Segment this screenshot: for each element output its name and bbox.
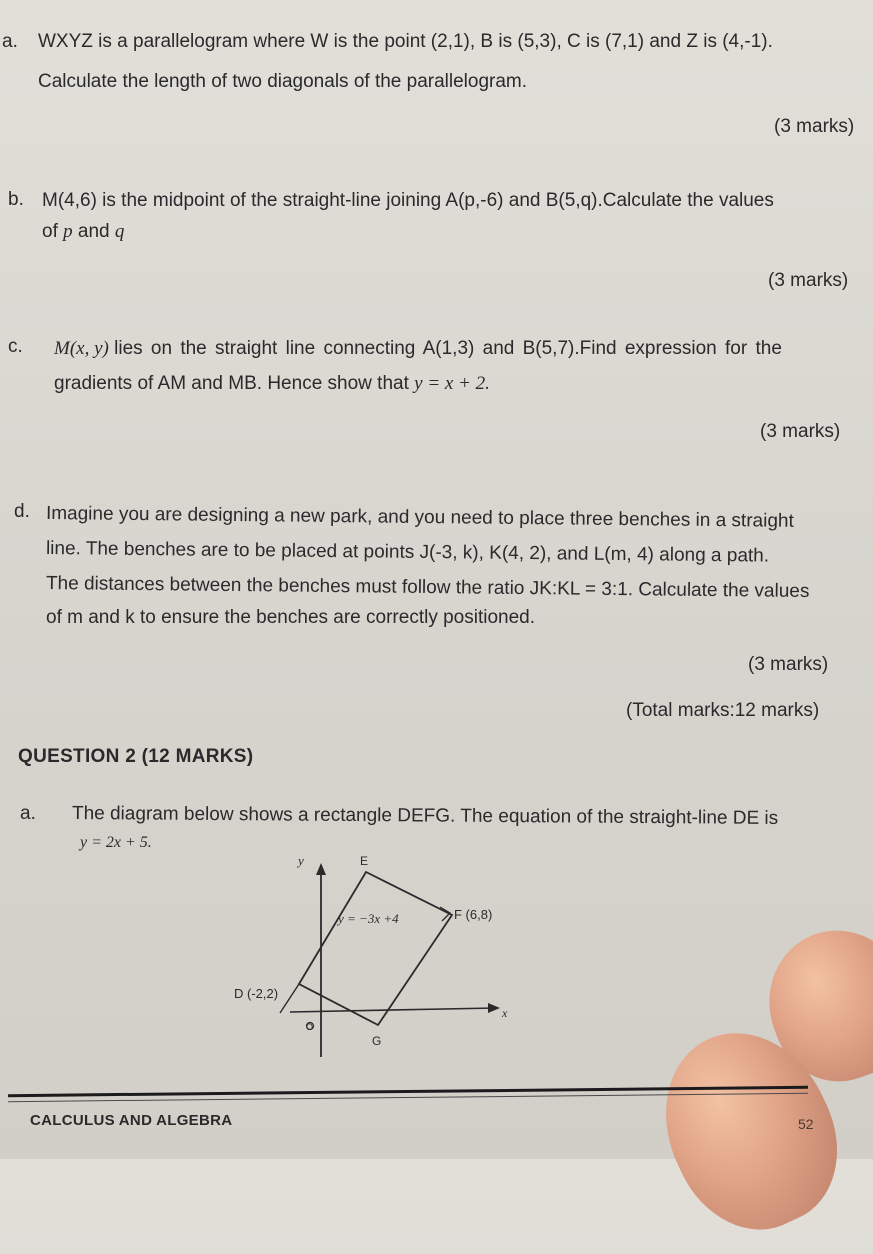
q2a-line1: The diagram below shows a rectangle DEFG. The equation of the straight-line DE is bbox=[71, 803, 779, 829]
q1c-label: c. bbox=[8, 336, 23, 357]
q1a-label: a. bbox=[2, 31, 18, 52]
point-g-label: G bbox=[372, 1034, 382, 1048]
y-axis-arrow bbox=[316, 863, 326, 875]
page-number: 52 bbox=[798, 1116, 814, 1132]
q1d-line1: Imagine you are designing a new park, and you need to place three benches in a straight bbox=[45, 503, 794, 532]
point-d-label: D (-2,2) bbox=[234, 986, 279, 1001]
q1b-label: b. bbox=[8, 189, 24, 210]
q1c-line1-text: lies on the straight line connecting A(1,3) and B(5,7).Find expression for the bbox=[114, 338, 782, 359]
q2-heading: QUESTION 2 (12 MARKS) bbox=[18, 746, 254, 767]
q1b-var-p: p bbox=[63, 221, 73, 242]
q1c-line2 bbox=[54, 366, 490, 402]
line-eq-label: y = −3x +4 bbox=[338, 911, 399, 926]
q1b-and: and bbox=[77, 221, 110, 242]
q1c-line2-text: gradients of AM and MB. Hence show that bbox=[54, 373, 409, 394]
point-f-label: F (6,8) bbox=[454, 907, 493, 922]
q1d-label: d. bbox=[14, 501, 30, 522]
q1b-marks: (3 marks) bbox=[768, 270, 849, 291]
rectangle-diagram bbox=[220, 845, 520, 1065]
q2a-label: a. bbox=[20, 803, 36, 824]
origin-label: O bbox=[306, 1022, 314, 1032]
q1d-line4: of m and k to ensure the benches are correctly positioned. bbox=[46, 607, 535, 628]
q1c-math-eq: y = x + 2. bbox=[414, 373, 490, 394]
q1b-var-q: q bbox=[114, 221, 125, 242]
q1b-of: of bbox=[42, 221, 58, 242]
axis-y-label: y bbox=[298, 853, 304, 868]
q1b-line2 bbox=[42, 214, 124, 250]
q1d-marks: (3 marks) bbox=[748, 654, 829, 675]
q1d-line2: line. The benches are to be placed at points J(-3, k), K(4, 2), and L(m, 4) along a path. bbox=[45, 538, 770, 567]
axis-x-label: x bbox=[502, 1006, 508, 1020]
q1a-line2: Calculate the length of two diagonals of the parallelogram. bbox=[38, 71, 528, 92]
q1a-marks: (3 marks) bbox=[774, 116, 855, 137]
q1a-line1: WXYZ is a parallelogram where W is the point (2,1), B is (5,3), C is (7,1) and Z is (4,-1). bbox=[38, 31, 773, 52]
q1c-line1 bbox=[54, 331, 782, 367]
footer-title: CALCULUS AND ALGEBRA bbox=[30, 1112, 233, 1129]
q1c-math-m: M(x, y) bbox=[54, 338, 109, 359]
line-de-extension bbox=[280, 984, 299, 1013]
rectangle-defg bbox=[299, 872, 452, 1025]
x-axis-arrow bbox=[488, 1003, 500, 1013]
q2a-line2: y = 2x + 5. bbox=[80, 834, 152, 851]
point-e-label: E bbox=[360, 854, 369, 868]
q1-total-marks: (Total marks:12 marks) bbox=[626, 700, 820, 721]
q1d-line3: The distances between the benches must follow the ratio JK:KL = 3:1. Calculate the values bbox=[45, 573, 810, 602]
q1c-marks: (3 marks) bbox=[760, 421, 841, 442]
q1b-line1: M(4,6) is the midpoint of the straight-line joining A(p,-6) and B(5,q).Calculate the values bbox=[42, 190, 774, 211]
